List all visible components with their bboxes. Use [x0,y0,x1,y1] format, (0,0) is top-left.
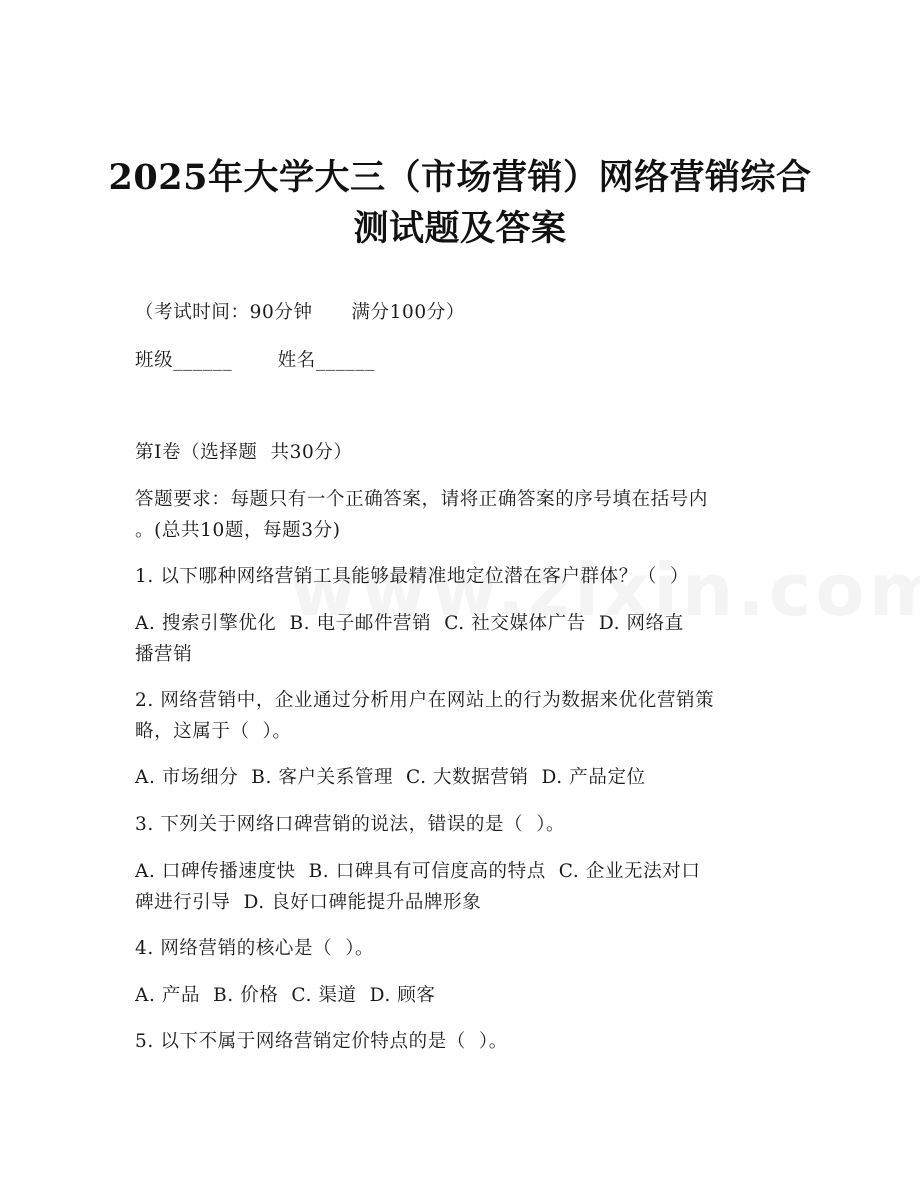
question-3-stem: 3. 下列关于网络口碑营销的说法，错误的是（ ）。 [135,814,566,835]
question-1-options-line2: 播营销 [135,644,193,665]
name-fields: 班级______ 姓名______ [135,350,375,371]
question-5-stem: 5. 以下不属于网络营销定价特点的是（ ）。 [135,1031,508,1052]
question-4-options-line1: A. 产品 B. 价格 C. 渠道 D. 顾客 [135,985,436,1006]
document-title-line2: 测试题及答案 [353,208,567,249]
question-1-options-line1: A. 搜索引擎优化 B. 电子邮件营销 C. 社交媒体广告 D. 网络直 [135,613,684,634]
question-2-stem-line2: 略，这属于（ ）。 [135,721,292,742]
question-3-options-line1: A. 口碑传播速度快 B. 口碑具有可信度高的特点 C. 企业无法对口 [135,861,701,882]
exam-info: （考试时间：90分钟 满分100分） [135,302,465,323]
question-2-options-line1: A. 市场细分 B. 客户关系管理 C. 大数据营销 D. 产品定位 [135,767,646,788]
document-title-line1: 2025年大学大三（市场营销）网络营销综合 [108,157,812,198]
section-header: 第I卷（选择题 共30分） [135,442,353,463]
instructions-line2: 。(总共10题，每题3分) [135,520,341,541]
question-1-stem: 1. 以下哪种网络营销工具能够最精准地定位潜在客户群体？（ ） [135,566,689,587]
question-2-stem-line1: 2. 网络营销中，企业通过分析用户在网站上的行为数据来优化营销策 [135,690,715,711]
question-3-options-line2: 碑进行引导 D. 良好口碑能提升品牌形象 [135,892,482,913]
question-4-stem: 4. 网络营销的核心是（ ）。 [135,938,375,959]
instructions-line1: 答题要求：每题只有一个正确答案，请将正确答案的序号填在括号内 [135,489,709,510]
